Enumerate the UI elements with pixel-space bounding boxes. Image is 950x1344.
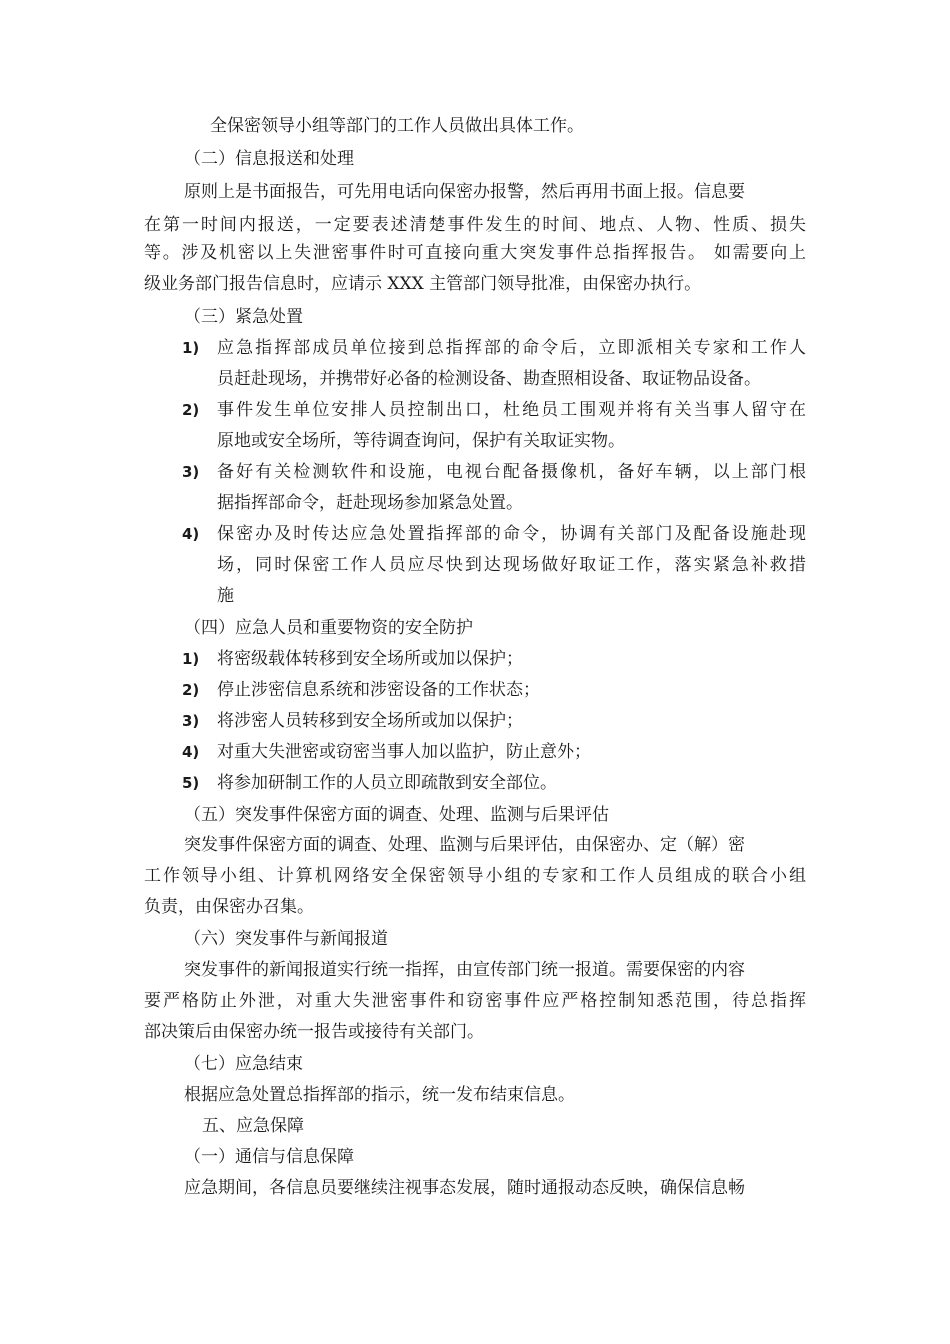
list-item-text: 停止涉密信息系统和涉密设备的工作状态； [217,680,540,700]
list-item-text: 据指挥部命令，赶赴现场参加紧急处置。 [217,493,523,513]
list-number: 4) [182,743,200,761]
list-number: 4) [182,525,200,543]
list-number: 1) [182,650,200,668]
sub-heading: （一）通信与信息保障 [184,1147,354,1167]
list-item-text: 施 [217,586,234,606]
paragraph-line: 突发事件保密方面的调查、处理、监测与后果评估，由保密办、定（解）密 [184,835,745,855]
list-number: 3) [182,463,200,481]
list-item-text: 员赶赴现场，并携带好必备的检测设备、勘查照相设备、取证物品设备。 [217,369,761,389]
list-item-text: 备好有关检测软件和设施，电视台配备摄像机，备好车辆，以上部门根 [217,462,806,482]
list-item-text: 将参加研制工作的人员立即疏散到安全部位。 [217,773,557,793]
list-item-text: 应急指挥部成员单位接到总指挥部的命令后，立即派相关专家和工作人 [217,338,806,358]
list-item-text: 保密办及时传达应急处置指挥部的命令，协调有关部门及配备设施赴现 [217,524,806,544]
list-number: 2) [182,681,200,699]
paragraph-line: 应急期间，各信息员要继续注视事态发展，随时通报动态反映，确保信息畅 [184,1178,745,1198]
list-item-text: 场，同时保密工作人员应尽快到达现场做好取证工作，落实紧急补救措 [217,555,806,575]
section-heading-6: （六）突发事件与新闻报道 [184,929,388,949]
paragraph-line: 等。涉及机密以上失泄密事件时可直接向重大突发事件总指挥报告。 如需要向上 [144,243,806,263]
paragraph-line: 部决策后由保密办统一报告或接待有关部门。 [144,1022,484,1042]
list-item-text: 对重大失泄密或窃密当事人加以监护，防止意外； [217,742,591,762]
section-heading-2: （二）信息报送和处理 [184,149,354,169]
list-item-text: 事件发生单位安排人员控制出口，杜绝员工围观并将有关当事人留守在 [217,400,806,420]
section-heading-4: （四）应急人员和重要物资的安全防护 [184,618,473,638]
chapter-heading-5: 五、应急保障 [202,1116,304,1136]
list-number: 1) [182,339,200,357]
paragraph-line: 突发事件的新闻报道实行统一指挥，由宣传部门统一报道。需要保密的内容 [184,960,745,980]
list-item-text: 将涉密人员转移到安全场所或加以保护； [217,711,523,731]
section-heading-5: （五）突发事件保密方面的调查、处理、监测与后果评估 [184,805,609,825]
paragraph-line: 负责，由保密办召集。 [144,897,314,917]
paragraph-line: 要严格防止外泄，对重大失泄密事件和窃密事件应严格控制知悉范围，待总指挥 [144,991,806,1011]
paragraph-line: 工作领导小组、计算机网络安全保密领导小组的专家和工作人员组成的联合小组 [144,866,806,886]
section-heading-3: （三）紧急处置 [184,307,303,327]
paragraph-line: 级业务部门报告信息时，应请示 XXX 主管部门领导批准，由保密办执行。 [144,274,702,294]
list-number: 3) [182,712,200,730]
intro-continuation: 全保密领导小组等部门的工作人员做出具体工作。 [210,116,584,136]
paragraph-line: 原则上是书面报告，可先用电话向保密办报警，然后再用书面上报。信息要 [184,182,745,202]
paragraph-line: 根据应急处置总指挥部的指示，统一发布结束信息。 [184,1085,575,1105]
list-item-text: 将密级载体转移到安全场所或加以保护； [217,649,523,669]
paragraph-line: 在第一时间内报送，一定要表述清楚事件发生的时间、地点、人物、性质、损失 [144,215,806,235]
list-number: 2) [182,401,200,419]
list-number: 5) [182,774,200,792]
list-item-text: 原地或安全场所，等待调查询问，保护有关取证实物。 [217,431,625,451]
section-heading-7: （七）应急结束 [184,1054,303,1074]
